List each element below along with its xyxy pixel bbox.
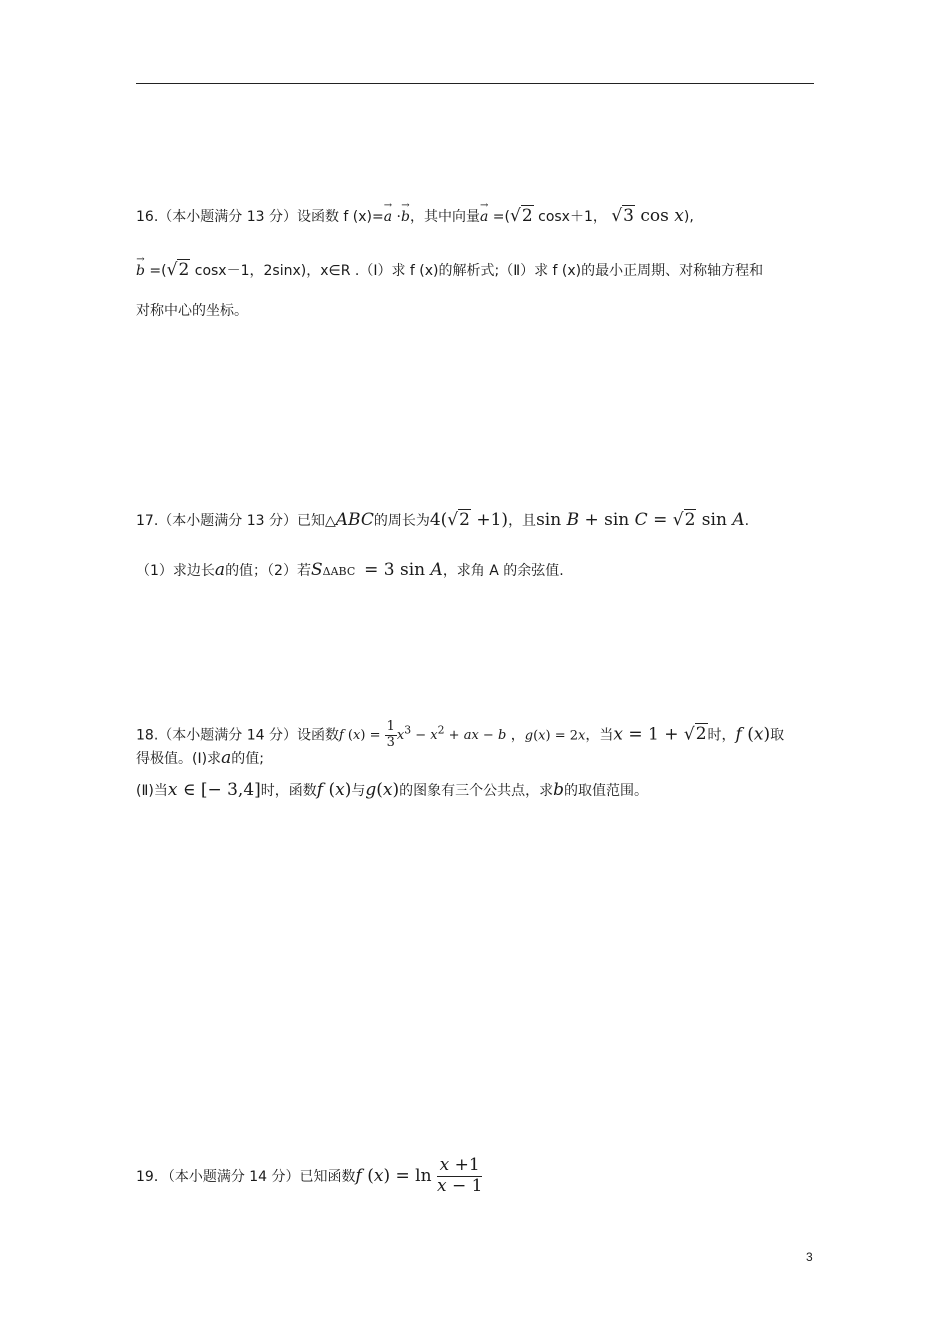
q16-line2: → b =(√2 cosx－1，2sinx)，x∈R .（Ⅰ）求 f (x)的解析式;（Ⅱ）求 f (x)的最小正周期、对称轴方程和 xyxy=(136,260,763,281)
vector-a: → a xyxy=(384,207,392,227)
sine-relation: sin B + sin C = √2 sin A xyxy=(536,510,745,530)
vector-b-2: → b xyxy=(136,261,145,281)
area-expr: SΔABC = 3 sin A xyxy=(310,560,443,580)
header-rule xyxy=(136,83,814,84)
q16-line3: 对称中心的坐标。 xyxy=(136,303,248,319)
vector-a-2: → a xyxy=(480,207,488,227)
x-interval: x ∈ [− 3,4] xyxy=(167,780,261,800)
f-of-x: f (x) xyxy=(735,724,771,745)
q17-line1: 17.（本小题满分 13 分）已知△ABC的周长为4(√2 +1)，且sin B + sin C = √2 sin A. xyxy=(136,510,750,530)
f-log-definition: f (x) = ln $\frac{x +1}{x - 1}$ xyxy=(355,1155,483,1196)
page-number: 3 xyxy=(806,1250,813,1264)
q16-line1: 16.（本小题满分 13 分）设函数 f (x)=→ a ·→ b，其中向量→ a =(√2 cosx＋1， √3 cos x), xyxy=(136,206,694,227)
f-of-x-2: f (x) xyxy=(316,780,352,800)
q19-line1: 19．（本小题满分 14 分）已知函数f (x) = ln $\frac{x +1}{x - 1}$ xyxy=(136,1155,483,1196)
q16-mid: ，其中向量 xyxy=(409,209,480,225)
q17-line2: （1）求边长a的值；（2）若SΔABC = 3 sin A，求角 A 的余弦值. xyxy=(136,560,564,580)
g-of-x: g(x) xyxy=(365,780,400,800)
vector-b: → b xyxy=(401,207,410,227)
sqrt2-expr-2: √2 xyxy=(166,260,190,280)
q18-line2: 得极值。(Ⅰ)求a的值; xyxy=(136,748,264,768)
q16-prefix: 16.（本小题满分 13 分）设函数 f (x)= xyxy=(136,209,384,225)
sqrt3-cos-expr: √3 cos x xyxy=(611,206,684,226)
sqrt2-expr: √2 xyxy=(510,206,533,226)
perimeter-expr: 4(√2 +1) xyxy=(429,510,509,530)
triangle-abc: ABC xyxy=(335,510,374,530)
f-definition: f (x) = $\frac{1}{3}$ $x^3 - x^2$ + ax − b xyxy=(338,719,507,751)
x-value: x = 1 + √2 xyxy=(613,724,707,745)
param-b: b xyxy=(553,780,564,800)
g-definition: g(x) = 2x xyxy=(524,728,586,744)
q18-line3: (Ⅱ)当x ∈ [− 3,4]时，函数f (x)与g(x)的图象有三个公共点，求b的取值范围。 xyxy=(136,780,648,800)
side-a: a xyxy=(214,560,226,580)
q18-line1: 18.（本小题满分 14 分）设函数f (x) = $\frac{1}{3}$ $x^3 - x^2$ + ax − b ，g(x) = 2x，当x = 1 + √2时，f (x)取 xyxy=(136,719,785,751)
param-a: a xyxy=(221,748,232,768)
